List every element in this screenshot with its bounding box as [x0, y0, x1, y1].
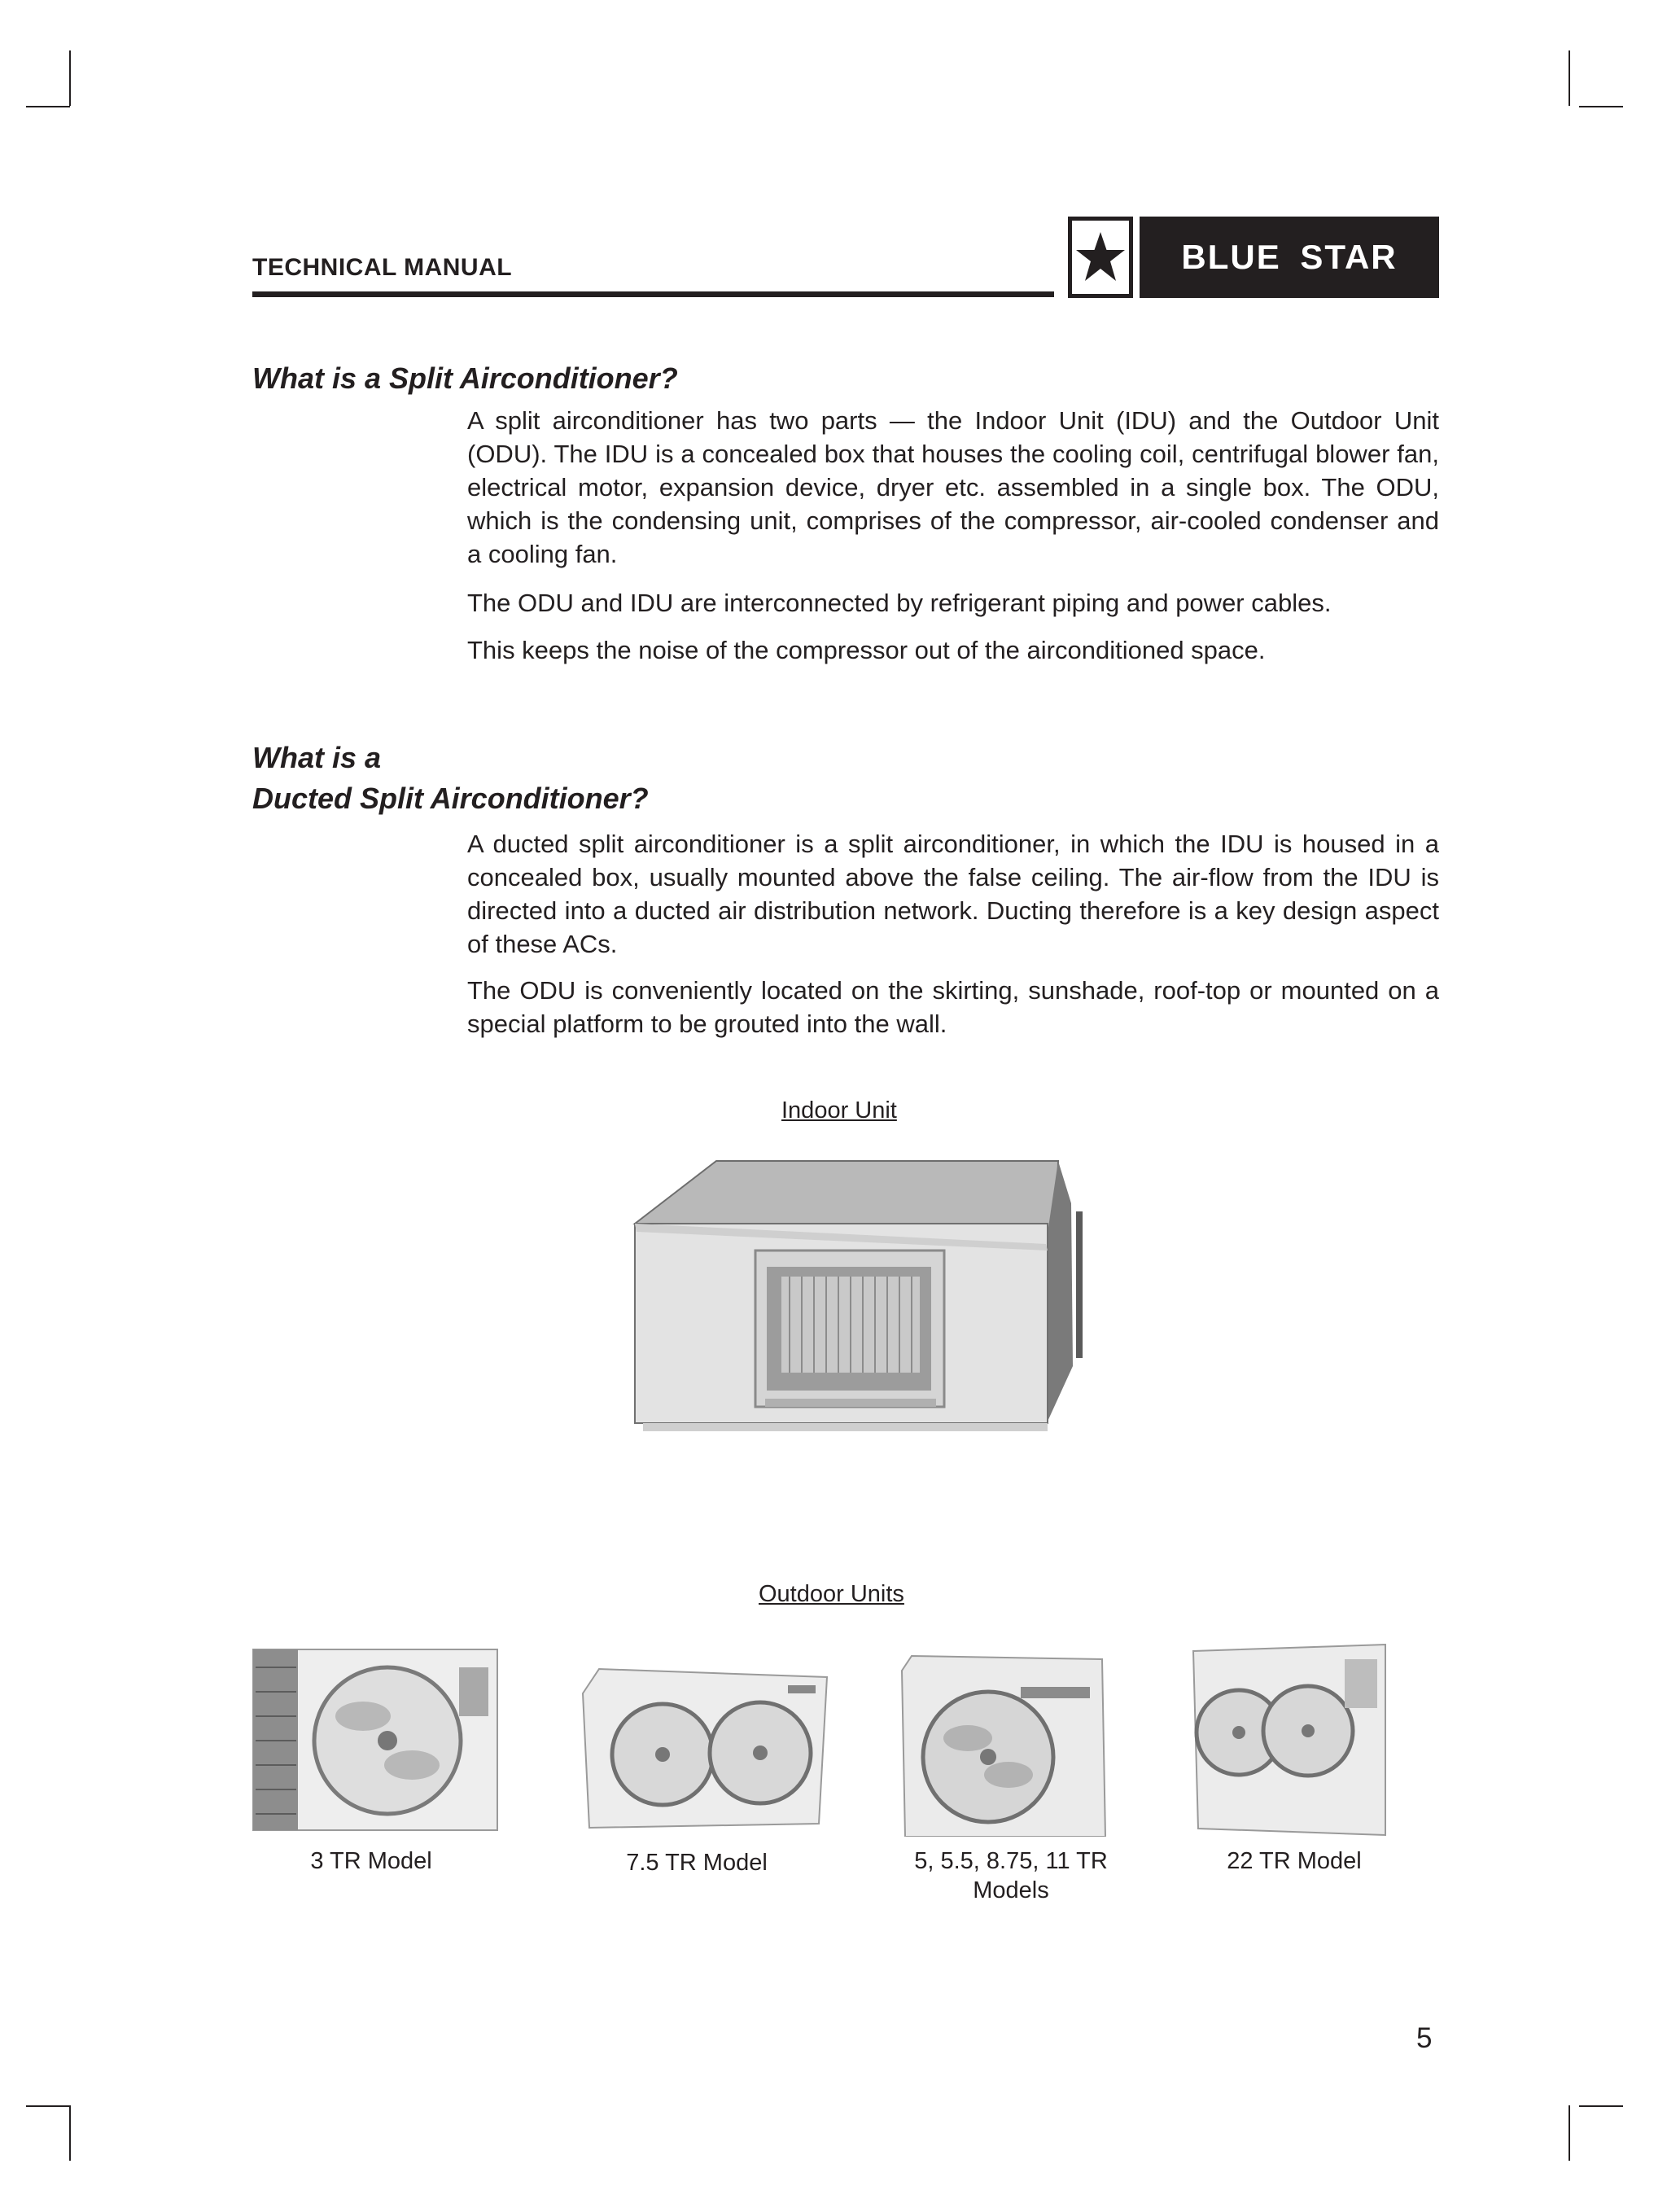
indoor-unit-caption: Indoor Unit: [781, 1097, 897, 1124]
brand-logo: [1068, 217, 1133, 298]
model-label-7_5tr: 7.5 TR Model: [626, 1850, 768, 1876]
section-heading: What is a Ducted Split Airconditioner?: [252, 741, 649, 815]
paragraph: The ODU is conveniently located on the skirting, sunshade, roof-top or mounted on a special platform to be grouted into the wall.: [467, 976, 1439, 1038]
outdoor-unit-5-11tr-image: [899, 1653, 1112, 1837]
crop-mark: [1579, 106, 1623, 107]
outdoor-unit-3tr-image: [249, 1643, 510, 1835]
crop-mark: [1569, 50, 1570, 106]
paragraph: The ODU and IDU are interconnected by refrigerant piping and power cables.: [467, 589, 1332, 617]
crop-mark: [69, 50, 71, 106]
indoor-unit-image: [627, 1154, 1083, 1441]
brand-name: BLUE STAR: [1140, 217, 1439, 298]
page-number: 5: [1416, 2022, 1433, 2054]
header-rule: [252, 291, 1054, 297]
crop-mark: [26, 2105, 70, 2107]
model-label-5-11tr: 5, 5.5, 8.75, 11 TR Models: [914, 1848, 1108, 1903]
paragraph: A split airconditioner has two parts — the Indoor Unit (IDU) and the Outdoor Unit (ODU). The IDU is a concealed box that houses the cooling coil, centrifugal blower fan, electrical motor, expansion device, dryer etc. assembled in a single box. The ODU, which is the condensing unit, comprises of the compressor, air-cooled condenser and a cooling fan.: [467, 406, 1439, 568]
crop-mark: [69, 2105, 71, 2161]
outdoor-unit-7_5tr-image: [575, 1661, 835, 1832]
model-label-22tr: 22 TR Model: [1227, 1848, 1362, 1874]
crop-mark: [26, 106, 70, 107]
star-icon: [1075, 230, 1126, 284]
outdoor-unit-22tr-image: [1190, 1643, 1389, 1838]
section-heading: What is a Split Airconditioner?: [252, 361, 678, 395]
outdoor-units-caption: Outdoor Units: [759, 1581, 904, 1607]
header-title: TECHNICAL MANUAL: [252, 254, 513, 281]
paragraph: This keeps the noise of the compressor out of the airconditioned space.: [467, 636, 1266, 664]
crop-mark: [1569, 2105, 1570, 2161]
paragraph: A ducted split airconditioner is a split airconditioner, in which the IDU is housed in a concealed box, usually mounted above the false ceiling. The air-flow from the IDU is directed into a ducted air distribution network. Ducting therefore is a key design aspect of these ACs.: [467, 830, 1439, 958]
crop-mark: [1579, 2105, 1623, 2107]
model-label-3tr: 3 TR Model: [310, 1848, 432, 1874]
